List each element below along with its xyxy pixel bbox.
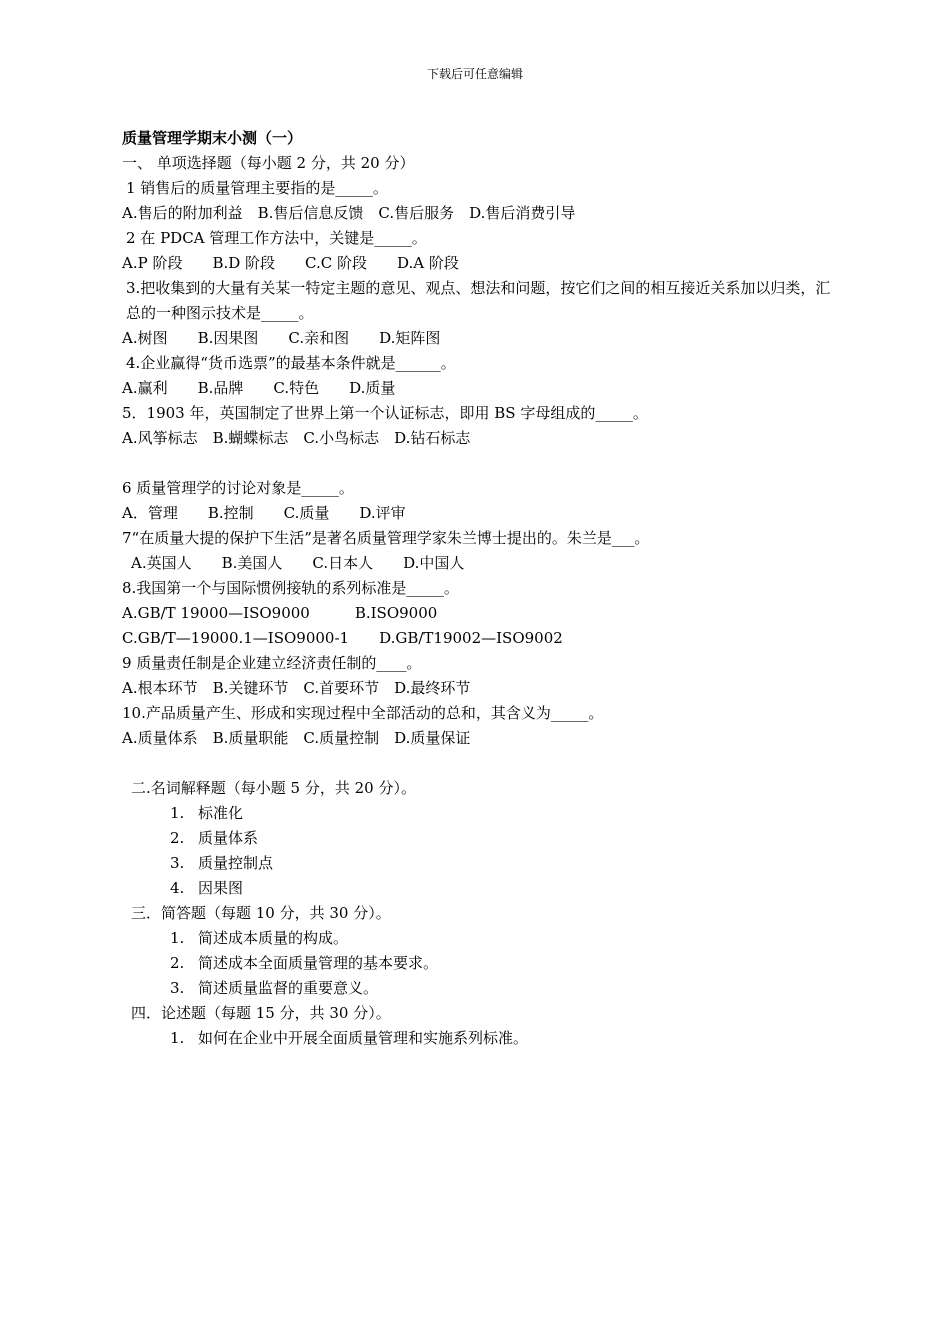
question-6: 6 质量管理学的讨论对象是_____。 <box>122 479 354 497</box>
list-item: 3. 简述质量监督的重要意义。 <box>170 979 379 997</box>
question-10: 10.产品质量产生、形成和实现过程中全部活动的总和，其含义为_____。 <box>122 704 604 722</box>
question-8: 8.我国第一个与国际惯例接轨的系列标准是_____。 <box>122 579 459 597</box>
question-1: 1 销售后的质量管理主要指的是_____。 <box>126 179 388 197</box>
list-item: 1. 简述成本质量的构成。 <box>170 929 349 947</box>
question-7: 7“在质量大提的保护下生活”是著名质量管理学家朱兰博士提出的。朱兰是___。 <box>122 529 650 547</box>
question-6-options: A．管理 B.控制 C.质量 D.评审 <box>122 504 406 522</box>
question-9: 9 质量责任制是企业建立经济责任制的____。 <box>122 654 422 672</box>
question-2: 2 在 PDCA 管理工作方法中，关键是_____。 <box>126 229 427 247</box>
blank-line <box>122 451 834 476</box>
question-8-options-2: C.GB/T—19000.1—ISO9000-1 D.GB/T19002—ISO9002 <box>122 629 563 647</box>
question-3: 3.把收集到的大量有关某一特定主题的意见、观点、想法和问题，按它们之间的相互接近关系加以归类，汇总的一种图示技术是_____。 <box>126 279 831 322</box>
section2-heading: 二.名词解释题（每小题 5 分，共 20 分）。 <box>131 779 416 797</box>
document-title: 质量管理学期末小测（一） <box>122 129 303 147</box>
question-5-options: A.风筝标志 B.蝴蝶标志 C.小鸟标志 D.钻石标志 <box>122 429 471 447</box>
question-10-options: A.质量体系 B.质量职能 C.质量控制 D.质量保证 <box>122 729 471 747</box>
question-5: 5．1903 年，英国制定了世界上第一个认证标志，即用 BS 字母组成的_____。 <box>122 404 648 422</box>
list-item: 2. 简述成本全面质量管理的基本要求。 <box>170 954 439 972</box>
list-item: 3. 质量控制点 <box>170 854 274 872</box>
section3-heading: 三．简答题（每题 10 分，共 30 分）。 <box>131 904 391 922</box>
section4-heading: 四．论述题（每题 15 分，共 30 分）。 <box>131 1004 391 1022</box>
question-7-options: A.英国人 B.美国人 C.日本人 D.中国人 <box>131 554 465 572</box>
header-note: 下载后可任意编辑 <box>426 67 523 81</box>
list-item: 2. 质量体系 <box>170 829 259 847</box>
list-item: 4. 因果图 <box>170 879 244 897</box>
question-4-options: A.赢利 B.品牌 C.特色 D.质量 <box>122 379 396 397</box>
question-4: 4.企业赢得“货币选票”的最基本条件就是______。 <box>126 354 456 372</box>
list-item: 1. 标准化 <box>170 804 244 822</box>
question-3-options: A.树图 B.因果图 C.亲和图 D.矩阵图 <box>122 329 441 347</box>
question-1-options: A.售后的附加利益 B.售后信息反馈 C.售后服务 D.售后消费引导 <box>122 204 576 222</box>
document-content <box>122 126 834 1051</box>
question-2-options: A.P 阶段 B.D 阶段 C.C 阶段 D.A 阶段 <box>122 254 459 272</box>
blank-line <box>122 751 834 776</box>
section1-heading: 一、 单项选择题（每小题 2 分，共 20 分） <box>122 154 415 172</box>
question-9-options: A.根本环节 B.关键环节 C.首要环节 D.最终环节 <box>122 679 471 697</box>
list-item: 1. 如何在企业中开展全面质量管理和实施系列标准。 <box>170 1029 529 1047</box>
question-8-options-1: A.GB/T 19000—ISO9000 B.ISO9000 <box>122 604 438 622</box>
